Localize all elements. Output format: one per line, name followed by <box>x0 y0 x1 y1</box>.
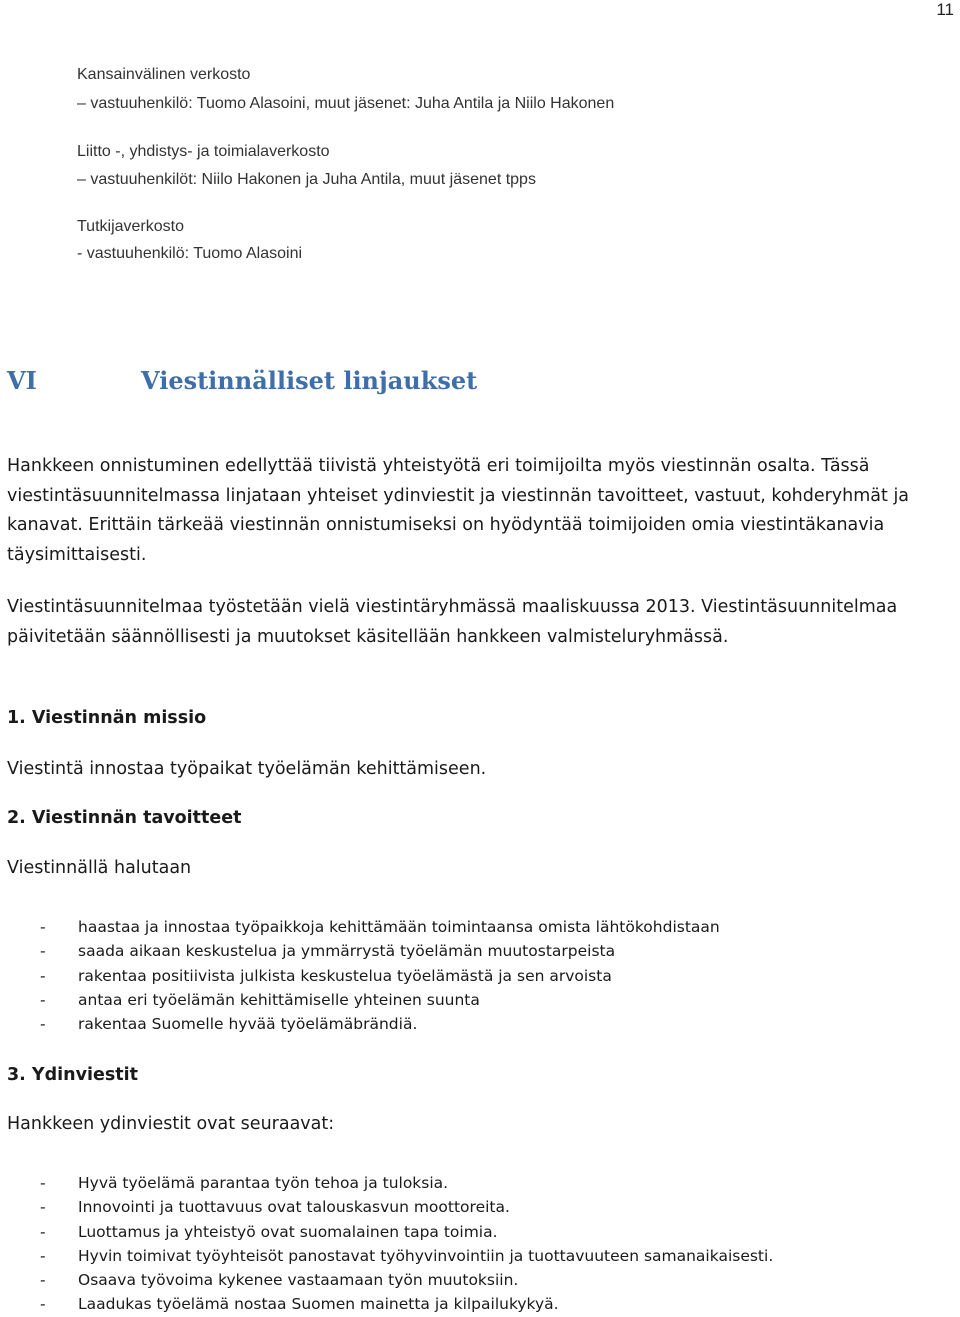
goals-lead: Viestinnällä halutaan <box>7 858 192 878</box>
network-title: Kansainvälinen verkosto <box>77 66 251 83</box>
network-detail: - vastuuhenkilö: Tuomo Alasoini <box>77 245 303 262</box>
section-title-mission: 1. Viestinnän missio <box>7 708 207 728</box>
mission-text: Viestintä innostaa työpaikat työelämän kehittämiseen. <box>7 759 487 779</box>
network-title: Tutkijaverkosto <box>77 218 184 235</box>
core-messages-lead: Hankkeen ydinviestit ovat seuraavat: <box>7 1114 335 1134</box>
section-title-goals: 2. Viestinnän tavoitteet <box>7 808 242 828</box>
section-title-core-messages: 3. Ydinviestit <box>7 1065 138 1085</box>
intro-paragraph: Hankkeen onnistuminen edellyttää tiivistä yhteistyötä eri toimijoilta myös viestinnän osalta. Tässä viestintäsuunnitelmassa linjataan yhteiset ydinviestit ja viestinnän tavoitteet, vastuut, kohderyhmät ja kanavat. Erittäin tärkeää viestinnän onnistumiseksi on hyödyntää toimijoiden omia viestintäkanavia täysimittaisesti. <box>7 456 910 565</box>
network-title: Liitto -, yhdistys- ja toimialaverkosto <box>77 143 330 160</box>
page-number: 11 <box>936 0 954 19</box>
schedule-paragraph: Viestintäsuunnitelmaa työstetään vielä viestintäryhmässä maaliskuussa 2013. Viestintäsuunnitelmaa päivitetään säännöllisesti ja muutokset käsitellään hankkeen valmisteluryhmässä. <box>7 597 898 647</box>
chapter-number: VI <box>7 366 37 395</box>
chapter-title: Viestinnälliset linjaukset <box>141 366 478 395</box>
network-detail: – vastuuhenkilöt: Niilo Hakonen ja Juha Antila, muut jäsenet tpps <box>77 171 536 188</box>
network-detail: – vastuuhenkilö: Tuomo Alasoini, muut jäsenet: Juha Antila ja Niilo Hakonen <box>77 95 615 112</box>
